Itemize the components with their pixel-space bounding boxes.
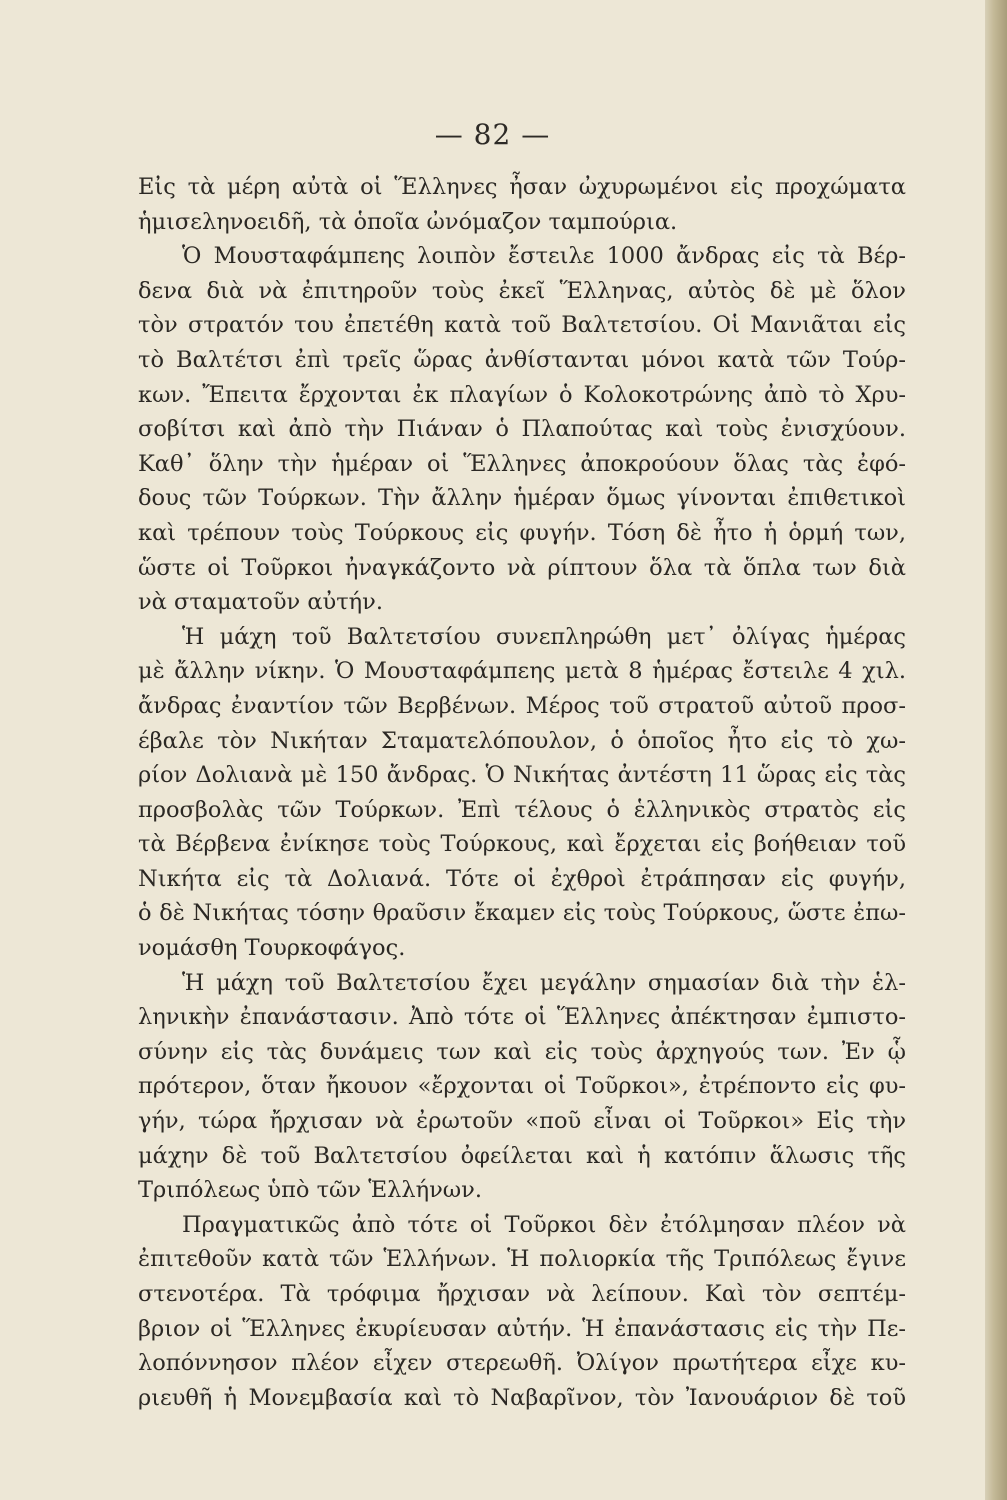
text-line: γήν, τώρα ἤρχισαν νὰ ἐρωτοῦν «ποῦ εἶναι οἱ Τοῦρκοι» Εἰς τὴν [138,1108,906,1135]
text-line: δενα διὰ νὰ ἐπιτηροῦν τοὺς ἐκεῖ Ἕλληνας, αὐτὸς δὲ μὲ ὅλον [138,277,906,304]
text-line: βριον οἱ Ἕλληνες ἐκυρίευσαν αὐτήν. Ἡ ἐπανάστασις εἰς τὴν Πε- [138,1315,906,1342]
text-line: έβαλε τὸν Νικήταν Σταματελόπουλον, ὁ ὁποῖος ἦτο εἰς τὸ χω- [138,727,906,754]
text-line: μὲ ἄλλην νίκην. Ὁ Μουσταφάμπεης μετὰ 8 ἡμέρας ἔστειλε 4 χιλ. [138,658,906,685]
text-line: τὸν στρατόν του ἐπετέθη κατὰ τοῦ Βαλτετσίου. Οἱ Μανιᾶται εἰς [138,312,906,339]
book-binding-edge [985,0,1007,1500]
text-line: σύνην εἰς τὰς δυνάμεις των καὶ εἰς τοὺς ἀρχηγούς των. Ἐν ᾧ [138,1038,906,1065]
text-line: ληνικὴν ἐπανάστασιν. Ἀπὸ τότε οἱ Ἕλληνες ἀπέκτησαν ἐμπιστο- [138,1004,906,1031]
text-line: τὸ Βαλτέτσι ἐπὶ τρεῖς ὥρας ἀνθίστανται μόνοι κατὰ τῶν Τούρ- [138,346,906,373]
text-line: ὁ δὲ Νικήτας τόσην θραῦσιν ἔκαμεν εἰς τοὺς Τούρκους, ὥστε ἐπω- [138,900,906,927]
text-line: σοβίτσι καὶ ἀπὸ τὴν Πιάναν ὁ Πλαπούτας καὶ τοὺς ἐνισχύουν. [138,416,906,443]
text-line: μάχην δὲ τοῦ Βαλτετσίου ὀφείλεται καὶ ἡ κατόπιν ἅλωσις τῆς [138,1142,906,1169]
text-line: Καθ᾽ ὅλην τὴν ἡμέραν οἱ Ἕλληνες ἀποκρούουν ὅλας τὰς ἐφό- [138,450,906,477]
text-line: πρότερον, ὅταν ἤκουον «ἔρχονται οἱ Τοῦρκοι», ἐτρέποντο εἰς φυ- [138,1073,906,1100]
text-line: ἡμισεληνοειδῆ, τὰ ὁποῖα ὠνόμαζον ταμπούρια. [138,208,678,235]
text-line: Ὁ Μουσταφάμπεης λοιπὸν ἔστειλε 1000 ἄνδρας εἰς τὰ Βέρ- [182,243,906,270]
page-number: — 82 — [434,118,551,151]
text-line: καὶ τρέπουν τοὺς Τούρκους εἰς φυγήν. Τόση δὲ ἦτο ἡ ὁρμή των, [138,519,906,546]
text-line: Ἡ μάχη τοῦ Βαλτετσίου συνεπληρώθη μετ᾽ ὀλίγας ἡμέρας [182,623,906,650]
body-text [138,170,906,1415]
text-line: κων. Ἔπειτα ἔρχονται ἐκ πλαγίων ὁ Κολοκοτρώνης ἀπὸ τὸ Χρυ- [138,381,906,408]
text-line: στενοτέρα. Τὰ τρόφιμα ἤρχισαν νὰ λείπουν. Καὶ τὸν σεπτέμ- [138,1281,906,1307]
text-line: Νικήτα εἰς τὰ Δολιανά. Τότε οἱ ἐχθροὶ ἐτράπησαν εἰς φυγήν, [138,865,906,892]
text-line: ριευθῆ ἡ Μονεμβασία καὶ τὸ Ναβαρῖνον, τὸν Ἰανουάριον δὲ τοῦ [138,1384,906,1411]
text-line: νομάσθη Τουρκοφάγος. [138,935,406,962]
text-line: Τριπόλεως ὑπὸ τῶν Ἑλλήνων. [138,1177,482,1204]
text-line: δους τῶν Τούρκων. Τὴν ἄλλην ἡμέραν ὅμως γίνονται ἐπιθετικοὶ [138,485,906,512]
text-line: τὰ Βέρβενα ἐνίκησε τοὺς Τούρκους, καὶ ἔρχεται εἰς βοήθειαν τοῦ [138,831,906,858]
text-line: ἄνδρας ἐναντίον τῶν Βερβένων. Μέρος τοῦ στρατοῦ αὐτοῦ προσ- [138,692,906,719]
text-line: ρίον Δολιανὰ μὲ 150 ἄνδρας. Ὁ Νικήτας ἀντέστη 11 ὥρας εἰς τὰς [138,762,906,789]
text-line: ἐπιτεθοῦν κατὰ τῶν Ἑλλήνων. Ἡ πολιορκία τῆς Τριπόλεως ἔγινε [138,1246,906,1273]
text-line: Εἰς τὰ μέρη αὐτὰ οἱ Ἕλληνες ἦσαν ὠχυρωμένοι εἰς προχώματα [138,174,906,200]
text-line: λοπόννησον πλέον εἶχεν στερεωθῆ. Ὀλίγον πρωτήτερα εἶχε κυ- [138,1350,906,1377]
text-line: νὰ σταματοῦν αὐτήν. [138,589,383,616]
text-line: προσβολὰς τῶν Τούρκων. Ἐπὶ τέλους ὁ ἑλληνικὸς στρατὸς εἰς [138,796,906,823]
text-line: ὥστε οἱ Τοῦρκοι ἠναγκάζοντο νὰ ρίπτουν ὅλα τὰ ὅπλα των διὰ [138,554,906,581]
text-line: Πραγματικῶς ἀπὸ τότε οἱ Τοῦρκοι δὲν ἐτόλμησαν πλέον νὰ [182,1211,906,1238]
text-line: Ἡ μάχη τοῦ Βαλτετσίου ἔχει μεγάλην σημασίαν διὰ τὴν ἑλ- [182,969,906,996]
